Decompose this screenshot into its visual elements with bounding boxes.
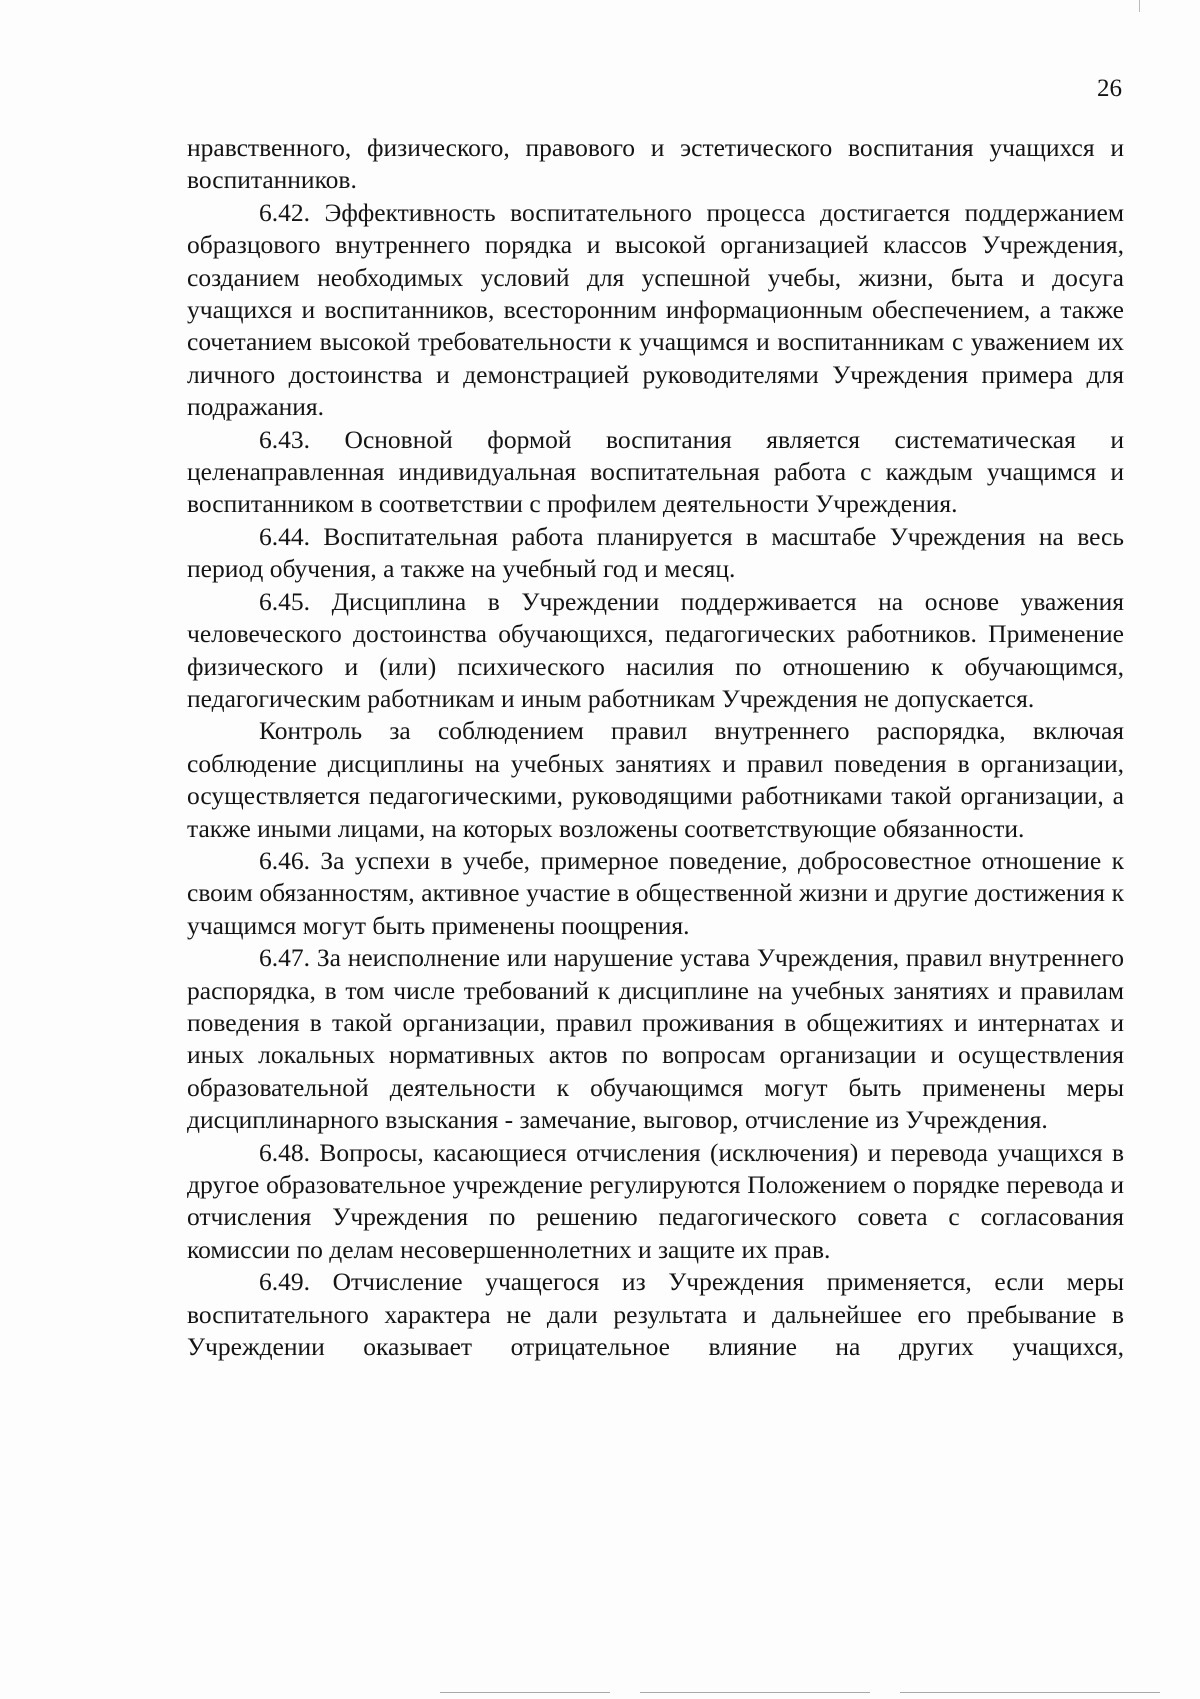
paragraph-6-46: 6.46. За успехи в учебе, примерное поведение, добросовестное отношение к своим обязанностям, активное участие в общественной жизни и другие достижения к учащимся могут быть применены поощрения. — [187, 845, 1124, 940]
paragraph-6-48: 6.48. Вопросы, касающиеся отчисления (исключения) и перевода учащихся в другое образовательное учреждение регулируются Положением о порядке перевода и отчисления Учреждения по решению педагогического совета с согласования комиссии по делам несовершеннолетних и защите их прав. — [187, 1137, 1124, 1264]
paragraph-continuation: нравственного, физического, правового и эстетического воспитания учащихся и воспитанников. — [187, 133, 1124, 195]
paragraph-6-45-control: Контроль за соблюдением правил внутреннего распорядка, включая соблюдение дисциплины на учебных занятиях и правил поведения в организации, осуществляется педагогическими, руководящими работниками такой организации, а также иными лицами, на которых возложены соответствующие обязанности. — [187, 716, 1124, 843]
scan-bottom-edge-line — [640, 1692, 870, 1693]
paragraph-6-47: 6.47. За неисполнение или нарушение устава Учреждения, правил внутреннего распорядка, в том числе требований к дисциплине на учебных занятиях и правилам поведения в такой организации, правил проживания в общежитиях и интернатах и иных локальных нормативных актов по вопросам организации и осуществления образовательной деятельности к обучающимся могут быть применены меры дисциплинарного взыскания - замечание, выговор, отчисление из Учреждения. — [187, 943, 1124, 1135]
page-number: 26 — [1097, 75, 1122, 102]
scan-corner-mark — [1139, 0, 1140, 12]
paragraph-6-42: 6.42. Эффективность воспитательного процесса достигается поддержанием образцового внутреннего порядка и высокой организацией классов Учреждения, созданием необходимых условий для успешной учебы, жизни, быта и досуга учащихся и воспитанников, всесторонним информационным обеспечением, а также сочетанием высокой требовательности к учащимся и воспитанникам с уважением их личного достоинства и демонстрацией руководителями Учреждения примера для подражания. — [187, 197, 1124, 422]
document-body — [187, 132, 1124, 1363]
paragraph-6-45: 6.45. Дисциплина в Учреждении поддерживается на основе уважения человеческого достоинства обучающихся, педагогических работников. Применение физического и (или) психического насилия по отношению к обучающимся, педагогическим работникам и иным работникам Учреждения не допускается. — [187, 586, 1124, 713]
scan-bottom-edge-line — [900, 1692, 1160, 1693]
paragraph-6-49: 6.49. Отчисление учащегося из Учреждения применяется, если меры воспитательного характера не дали результата и дальнейшее его пребывание в Учреждении оказывает отрицательное влияние на других учащихся, — [187, 1267, 1124, 1362]
paragraph-6-44: 6.44. Воспитательная работа планируется в масштабе Учреждения на весь период обучения, а также на учебный год и месяц. — [187, 521, 1124, 584]
scan-bottom-edge-line — [440, 1692, 610, 1693]
paragraph-6-43: 6.43. Основной формой воспитания является систематическая и целенаправленная индивидуальная воспитательная работа с каждым учащимся и воспитанником в соответствии с профилем деятельности Учреждения. — [187, 424, 1124, 519]
